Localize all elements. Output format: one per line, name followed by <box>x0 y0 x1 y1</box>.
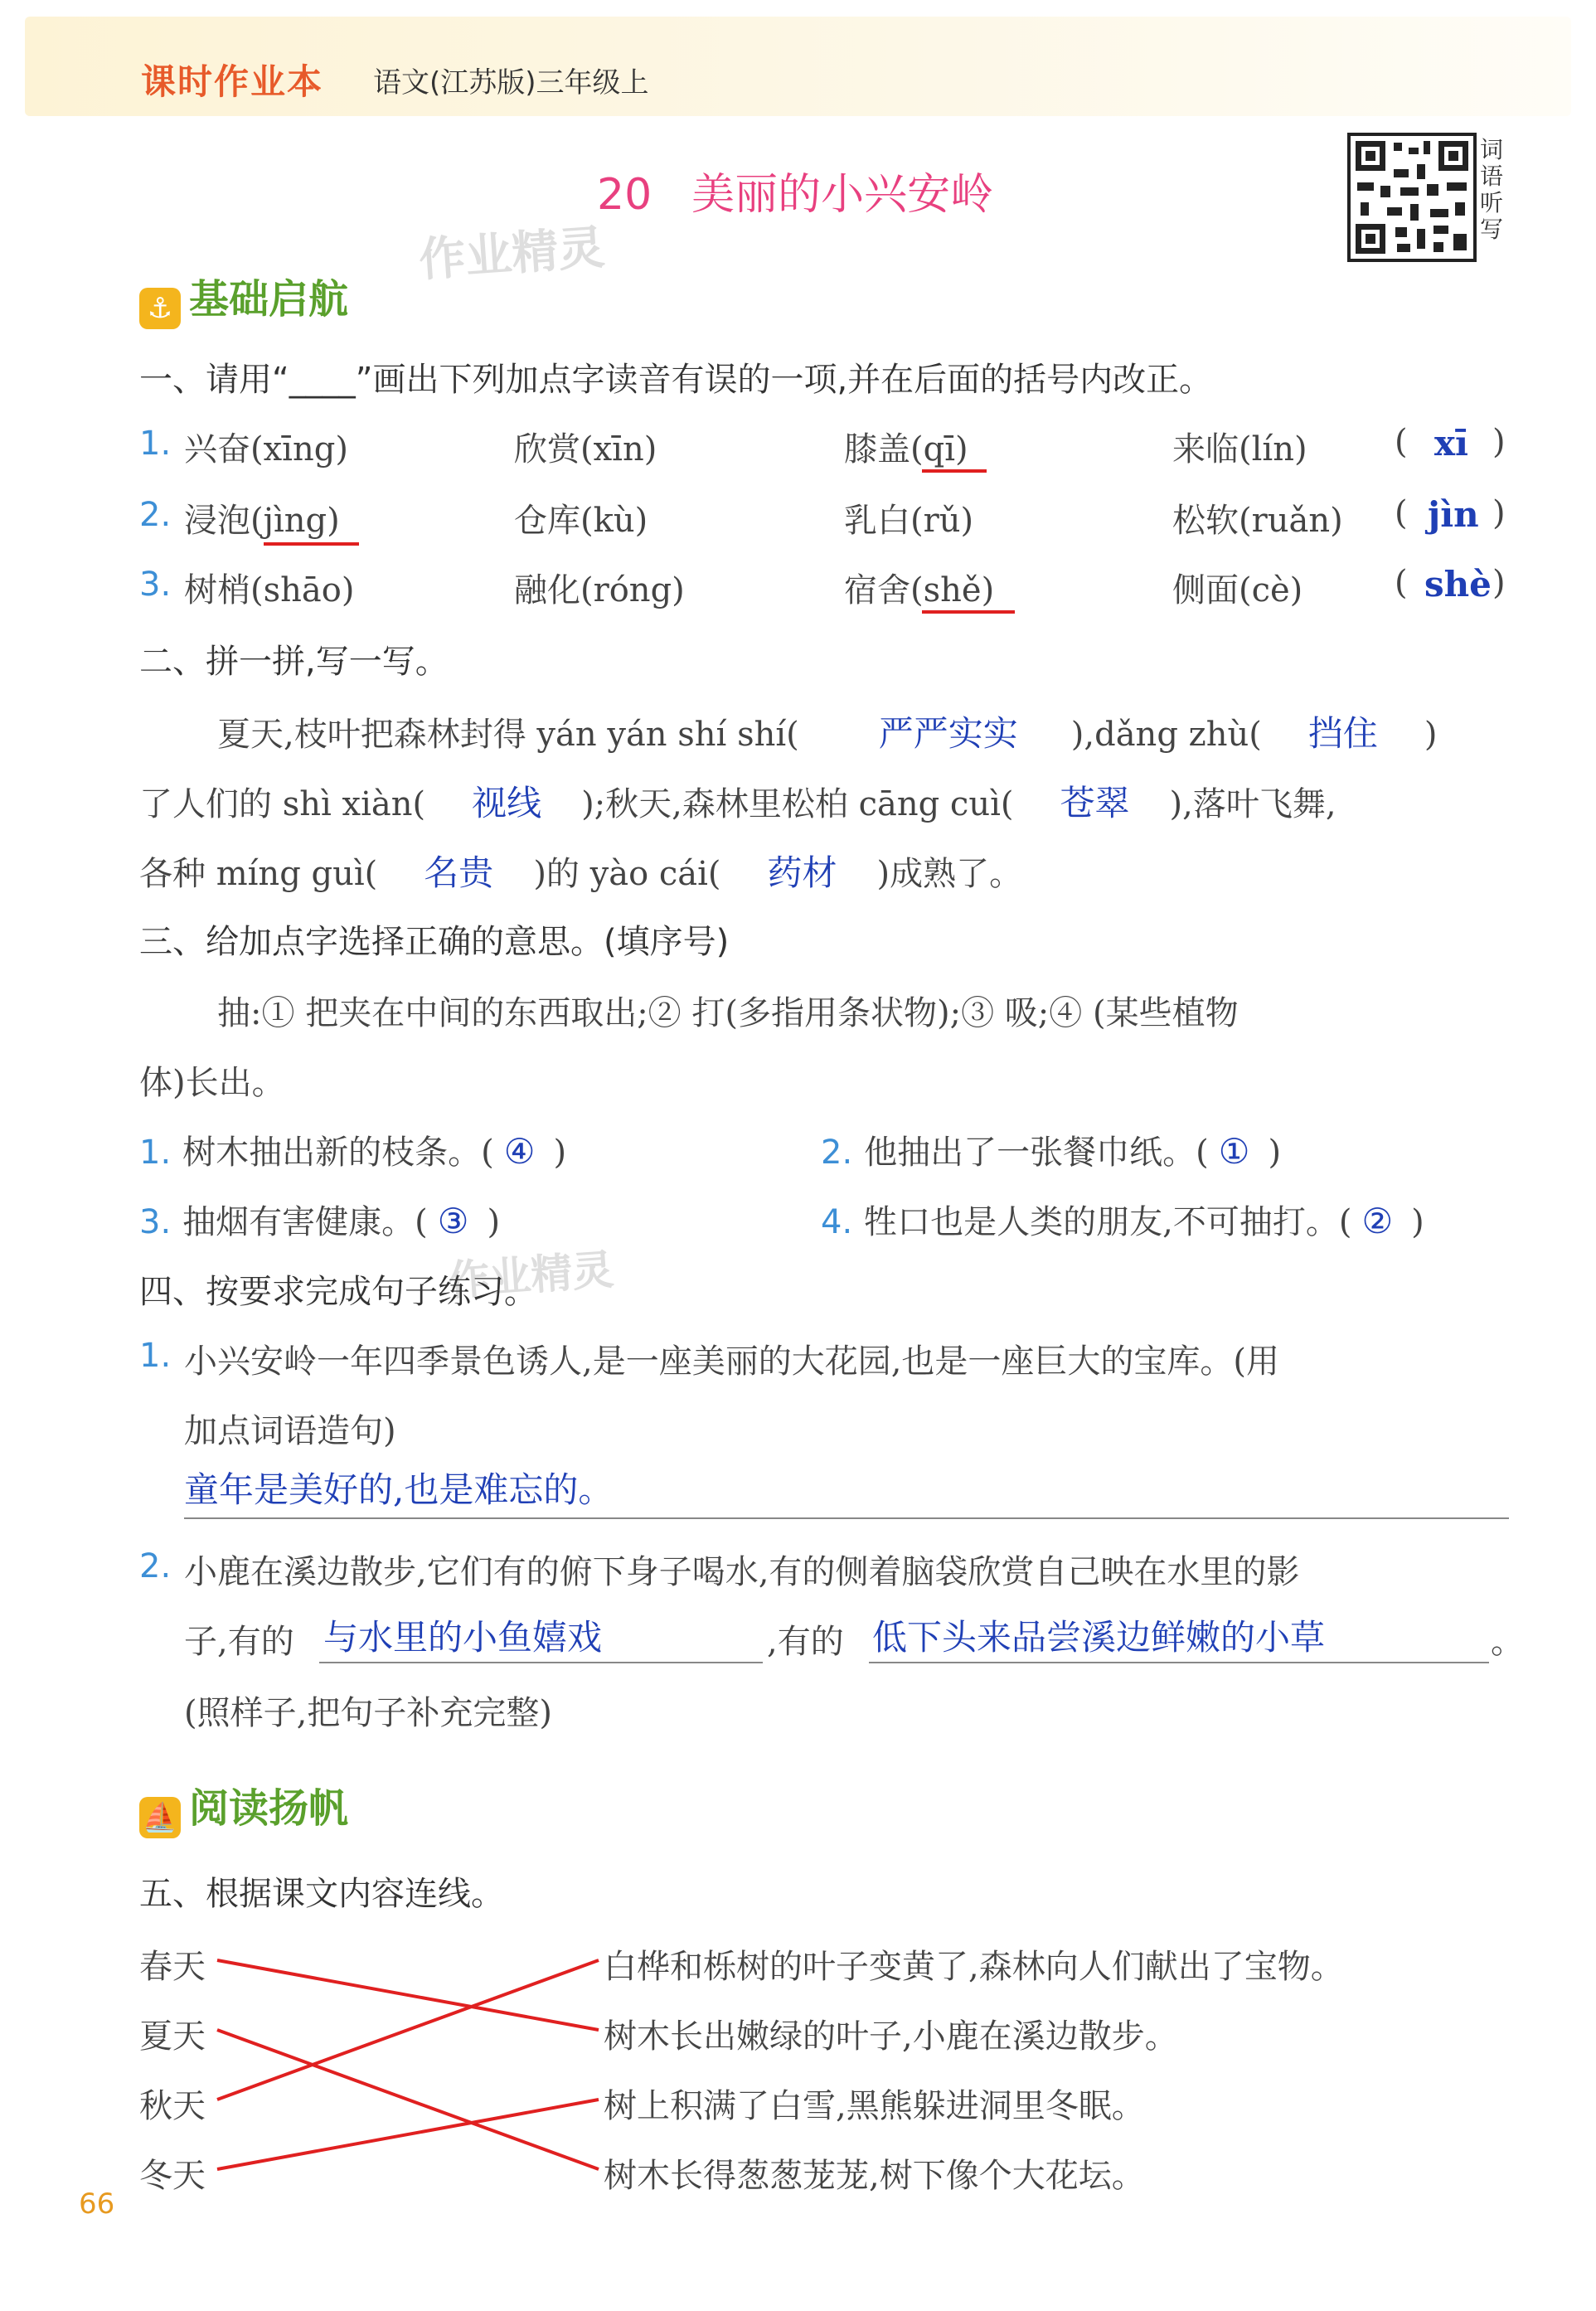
q3-item-text: 牲口也是人类的朋友,不可抽打。( <box>864 1203 1352 1241</box>
brand-title: 课时作业本 <box>141 61 324 102</box>
qr-caption: 词语听写 <box>1480 136 1504 243</box>
q1-answer[interactable]: shè <box>1424 564 1492 604</box>
q1-option: 来临(lín) <box>1172 430 1307 469</box>
q4-instruction: 加点词语造句) <box>184 1412 396 1450</box>
q3-answer[interactable]: ① <box>1218 1131 1250 1172</box>
q2-text: );秋天,森林里松柏 cāng cuì( <box>581 785 1014 823</box>
q1-row-number: 1. <box>139 425 172 463</box>
q3-answer[interactable]: ③ <box>437 1201 469 1241</box>
q1-row-number: 2. <box>139 496 172 534</box>
q4-answer[interactable]: 低下头来品尝溪边鲜嫩的小草 <box>872 1617 1326 1658</box>
q2-answer[interactable]: 严严实实 <box>878 713 1018 754</box>
q2-text: 夏天,枝叶把森林封得 yán yán shí shí( <box>217 716 799 754</box>
q1-option: 融化(róng) <box>514 571 685 609</box>
watermark: 作业精灵 <box>446 1245 616 1305</box>
watermark: 作业精灵 <box>417 221 607 288</box>
q3-item-text: ) <box>1411 1203 1424 1241</box>
q2-text: )成熟了。 <box>876 855 1023 893</box>
q2-text: ),落叶飞舞, <box>1169 785 1336 823</box>
q1-option: 乳白(rǔ) <box>844 502 974 540</box>
q1-title: 一、请用“____”画出下列加点字读音有误的一项,并在后面的括号内改正。 <box>139 361 1213 399</box>
q3-item-number: 1. <box>139 1134 172 1172</box>
q1-option: 欣赏(xīn) <box>514 430 657 469</box>
page-number: 66 <box>79 2187 115 2221</box>
lesson-name: 美丽的小兴安岭 <box>691 170 994 220</box>
q2-answer[interactable]: 名贵 <box>424 852 494 893</box>
q4-sentence: 小鹿在溪边散步,它们有的俯下身子喝水,有的侧着脑袋欣赏自己映在水里的影 <box>184 1553 1300 1591</box>
match-line <box>217 1960 599 2030</box>
q1-option: 宿舍(shě) <box>844 571 995 609</box>
q1-option: 仓库(kù) <box>514 502 648 540</box>
match-line <box>217 1960 599 2100</box>
q2-text: ) <box>1424 716 1438 754</box>
q4-sentence: 子,有的 <box>184 1623 294 1661</box>
q1-option: 松软(ruǎn) <box>1172 502 1343 540</box>
q4-item-number: 1. <box>139 1337 172 1375</box>
subject-label: 语文(江苏版)三年级上 <box>373 66 649 100</box>
match-line <box>217 2100 599 2169</box>
description-label[interactable]: 树木长出嫩绿的叶子,小鹿在溪边散步。 <box>604 2017 1178 2056</box>
q3-item-text: ) <box>487 1203 501 1241</box>
q2-answer[interactable]: 挡住 <box>1307 713 1378 754</box>
q1-option: 兴奋(xīng) <box>184 430 348 469</box>
q2-text: 了人们的 shì xiàn( <box>139 785 426 823</box>
q1-row-number: 3. <box>139 566 172 604</box>
q3-item-text: 树木抽出新的枝条。( <box>182 1134 494 1172</box>
q3-definition: 抽:① 把夹在中间的东西取出;② 打(多指用条状物);③ 吸;④ (某些植物 <box>217 994 1239 1032</box>
q1-answer[interactable]: jìn <box>1428 494 1479 535</box>
q4-sentence: 小兴安岭一年四季景色诱人,是一座美丽的大花园,也是一座巨大的宝库。(用 <box>184 1342 1280 1381</box>
season-label[interactable]: 春天 <box>139 1948 206 1986</box>
description-label[interactable]: 树木长得葱葱茏茏,树下像个大花坛。 <box>604 2157 1145 2195</box>
q3-item-text: ) <box>1268 1134 1282 1172</box>
q1-option: 浸泡(jìng) <box>184 502 340 540</box>
answer-close-paren: ) <box>1492 423 1506 461</box>
answer-open-paren: ( <box>1395 494 1408 532</box>
season-label[interactable]: 秋天 <box>139 2087 206 2125</box>
answer-open-paren: ( <box>1395 564 1408 602</box>
q1-option: 侧面(cè) <box>1172 571 1303 609</box>
q4-item-number: 2. <box>139 1547 172 1585</box>
q4-sentence: ,有的 <box>767 1623 844 1661</box>
q3-definition: 体)长出。 <box>139 1064 285 1102</box>
q2-text: 各种 míng guì( <box>139 855 378 893</box>
q3-item-number: 4. <box>821 1203 853 1241</box>
answer-open-paren: ( <box>1395 423 1408 461</box>
q1-answer[interactable]: xī <box>1434 423 1468 464</box>
q2-text: )的 yào cái( <box>533 855 721 893</box>
season-label[interactable]: 夏天 <box>139 2017 206 2056</box>
q4-instruction: (照样子,把句子补充完整) <box>184 1694 552 1732</box>
q2-title: 二、拼一拼,写一写。 <box>139 643 449 681</box>
answer-close-paren: ) <box>1492 494 1506 532</box>
q4-answer[interactable]: 与水里的小鱼嬉戏 <box>323 1617 603 1658</box>
q3-item-text: 他抽出了一张餐巾纸。( <box>864 1134 1209 1172</box>
q3-answer[interactable]: ② <box>1361 1201 1394 1241</box>
q2-answer[interactable]: 视线 <box>472 783 542 823</box>
q5-title: 五、根据课文内容连线。 <box>139 1875 504 1913</box>
q3-item-number: 2. <box>821 1134 853 1172</box>
q2-text: ),dǎng zhù( <box>1070 716 1262 754</box>
section-reading-label: 阅读扬帆 <box>189 1785 349 1832</box>
q1-option: 树梢(shāo) <box>184 571 355 609</box>
season-label[interactable]: 冬天 <box>139 2157 206 2195</box>
q3-title: 三、给加点字选择正确的意思。(填序号) <box>139 923 730 961</box>
q2-answer[interactable]: 苍翠 <box>1060 783 1130 823</box>
q4-answer[interactable]: 童年是美好的,也是难忘的。 <box>184 1469 614 1510</box>
description-label[interactable]: 白桦和栎树的叶子变黄了,森林向人们献出了宝物。 <box>604 1948 1344 1986</box>
q3-answer[interactable]: ④ <box>503 1131 536 1172</box>
q1-option: 膝盖(qī) <box>844 430 968 469</box>
description-label[interactable]: 树上积满了白雪,黑熊躲进洞里冬眠。 <box>604 2087 1145 2125</box>
anchor-icon: ⚓ <box>139 288 181 329</box>
q3-item-text: ) <box>553 1134 567 1172</box>
q4-sentence: 。 <box>1491 1623 1524 1661</box>
q4-title: 四、按要求完成句子练习。 <box>139 1273 537 1311</box>
answer-close-paren: ) <box>1492 564 1506 602</box>
match-line <box>217 2030 599 2169</box>
q3-item-number: 3. <box>139 1203 172 1241</box>
section-basic-label: 基础启航 <box>189 276 349 323</box>
lesson-number: 20 <box>597 170 652 220</box>
q3-item-text: 抽烟有害健康。( <box>182 1203 428 1241</box>
sail-icon: ⛵ <box>139 1797 181 1838</box>
q2-answer[interactable]: 药材 <box>767 852 837 893</box>
